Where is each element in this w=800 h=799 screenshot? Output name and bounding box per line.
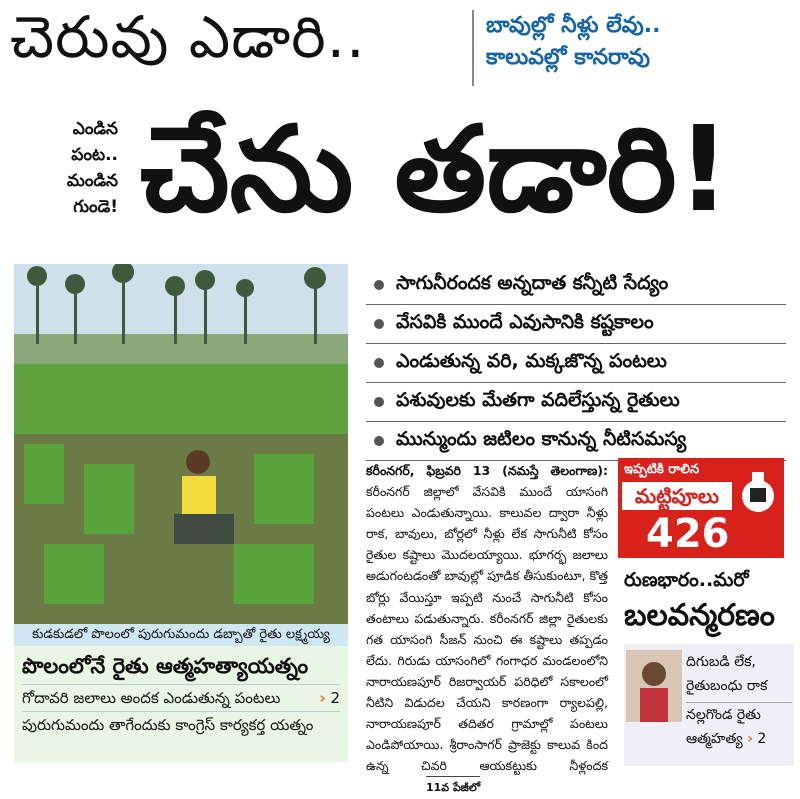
counter-label: ఇప్పటికి రాలిన [624, 462, 700, 477]
continued-link[interactable]: 11వ పేజీలో [426, 776, 480, 798]
story-body [366, 460, 608, 799]
kicker-headline: చెరువు ఎడారి.. [10, 3, 366, 71]
side-line: పంట.. [71, 145, 118, 165]
bullet-icon [374, 397, 384, 407]
side-line: మండిన [66, 171, 118, 191]
bullet-item: పశువులకు మేతగా వదిలేస్తున్న రైతులు [366, 383, 786, 422]
related-item[interactable]: దిగుబడి లేక, రైతుబంధు రాక [686, 654, 768, 694]
bullet-item: సాగునీరందక అన్నదాత కన్నీటి సేద్యం [366, 266, 786, 305]
side-tagline [0, 116, 118, 220]
related-items [624, 644, 794, 766]
subheadline-line: కాలువల్లో కానరావు [486, 45, 650, 70]
related-kicker: రుణభారం..మరో [624, 569, 749, 591]
related-story-box [14, 646, 348, 762]
bullet-item: వేసవికి ముందే ఎవుసానికి కష్టకాలం [366, 305, 786, 344]
bullet-icon [374, 280, 384, 290]
related-headline: పొలంలోనే రైతు ఆత్మహత్యాయత్నం [22, 654, 309, 678]
page-ref: 2 [757, 731, 767, 747]
photo-caption: కుడకుడలో పొలంలో పురుగుమందు డబ్బాతో రైతు లక్ష్మయ్య [14, 624, 348, 646]
divider [472, 10, 474, 86]
related-link-text: పురుగుమందు తాగేందుకు కాంగ్రెస్ కార్యకర్త యత్నం [22, 716, 314, 734]
page-ref: › 2 [319, 689, 340, 707]
bullet-icon [374, 319, 384, 329]
bullet-item: ఎండుతున్న వరి, మక్కజొన్న పంటలు [366, 344, 786, 383]
pesticide-bottle-icon [738, 468, 778, 514]
related-link[interactable] [22, 684, 340, 711]
related-item[interactable]: నల్లగొండ రైతు ఆత్మహత్య › 2 [686, 702, 792, 751]
main-headline: చేను తడారి! [140, 100, 731, 238]
arrow-icon: › [319, 689, 326, 707]
dateline: కరీంనగర్, ఫిబ్రవరి 13 (నమస్తే తెలంగాణ): [366, 463, 608, 478]
related-title: బలవన్మరణం [624, 598, 775, 633]
related-link[interactable] [22, 711, 340, 738]
subheadline [486, 10, 786, 74]
side-line: ఎండిన [72, 119, 118, 139]
bullet-item: మున్ముందు జటిలం కానున్న నీటిసమస్య [366, 422, 786, 461]
side-line: గుండె! [73, 197, 118, 217]
death-counter [618, 458, 784, 558]
farmer-photo [14, 264, 348, 624]
counter-number: 426 [646, 511, 730, 557]
bullet-icon [374, 358, 384, 368]
counter-title: మట్టిపూలు [622, 482, 732, 510]
subheadline-line: బావుల్లో నీళ్లు లేవు.. [486, 13, 661, 38]
bullet-icon [374, 436, 384, 446]
bullet-list [366, 266, 786, 461]
story-text: కరీంనగర్ జిల్లాలో వేసవికి ముందే యాసంగి పంటలు ఎండుతున్నాయి. కాలువల ద్వారా నీళ్లు రాక, బావులు, బోర్లలో నీళ్లు లేక సాగునీటి కోసం రైతుల కష్టాలు మొదలయ్యాయి. భూగర్భ జలాలు అడుగంటడంతో బావుల్లో పూడిక తీసుకుంటూ, కొత్త బోర్లు వేయిస్తూ ఇప్పటి నుంచే సాగునీటి కోసం తంటాలు పడుతున్నారు. కరీంనగర్ జిల్లా రైతులకు గత యాసంగి సీజన్ నుంచి ఈ కష్టాలు తప్పడం లేదు. గిరుడు యాసంగిలో గంగాధర మండలంలోని నారాయణపూర్ రిజర్వాయర్ పరిధిలో సకాలంలో నీటిని విడుదల చేయని కారణంగా ర్యాలపల్లి, నారాయణపూర్ తదితర గ్రామాల్లో పంటలు ఎండిపోయాయి. శ్రీరాంసాగర్ ప్రాజెక్టు కాలువ కింద ఉన్న చివరి ఆయకట్టుకు నీళ్లందక [366, 484, 608, 774]
arrow-icon: › [747, 731, 753, 747]
farmer-portrait [626, 650, 682, 722]
related-link-text: గోదావరి జలాలు అందక ఎండుతున్న పంటలు [22, 689, 281, 707]
